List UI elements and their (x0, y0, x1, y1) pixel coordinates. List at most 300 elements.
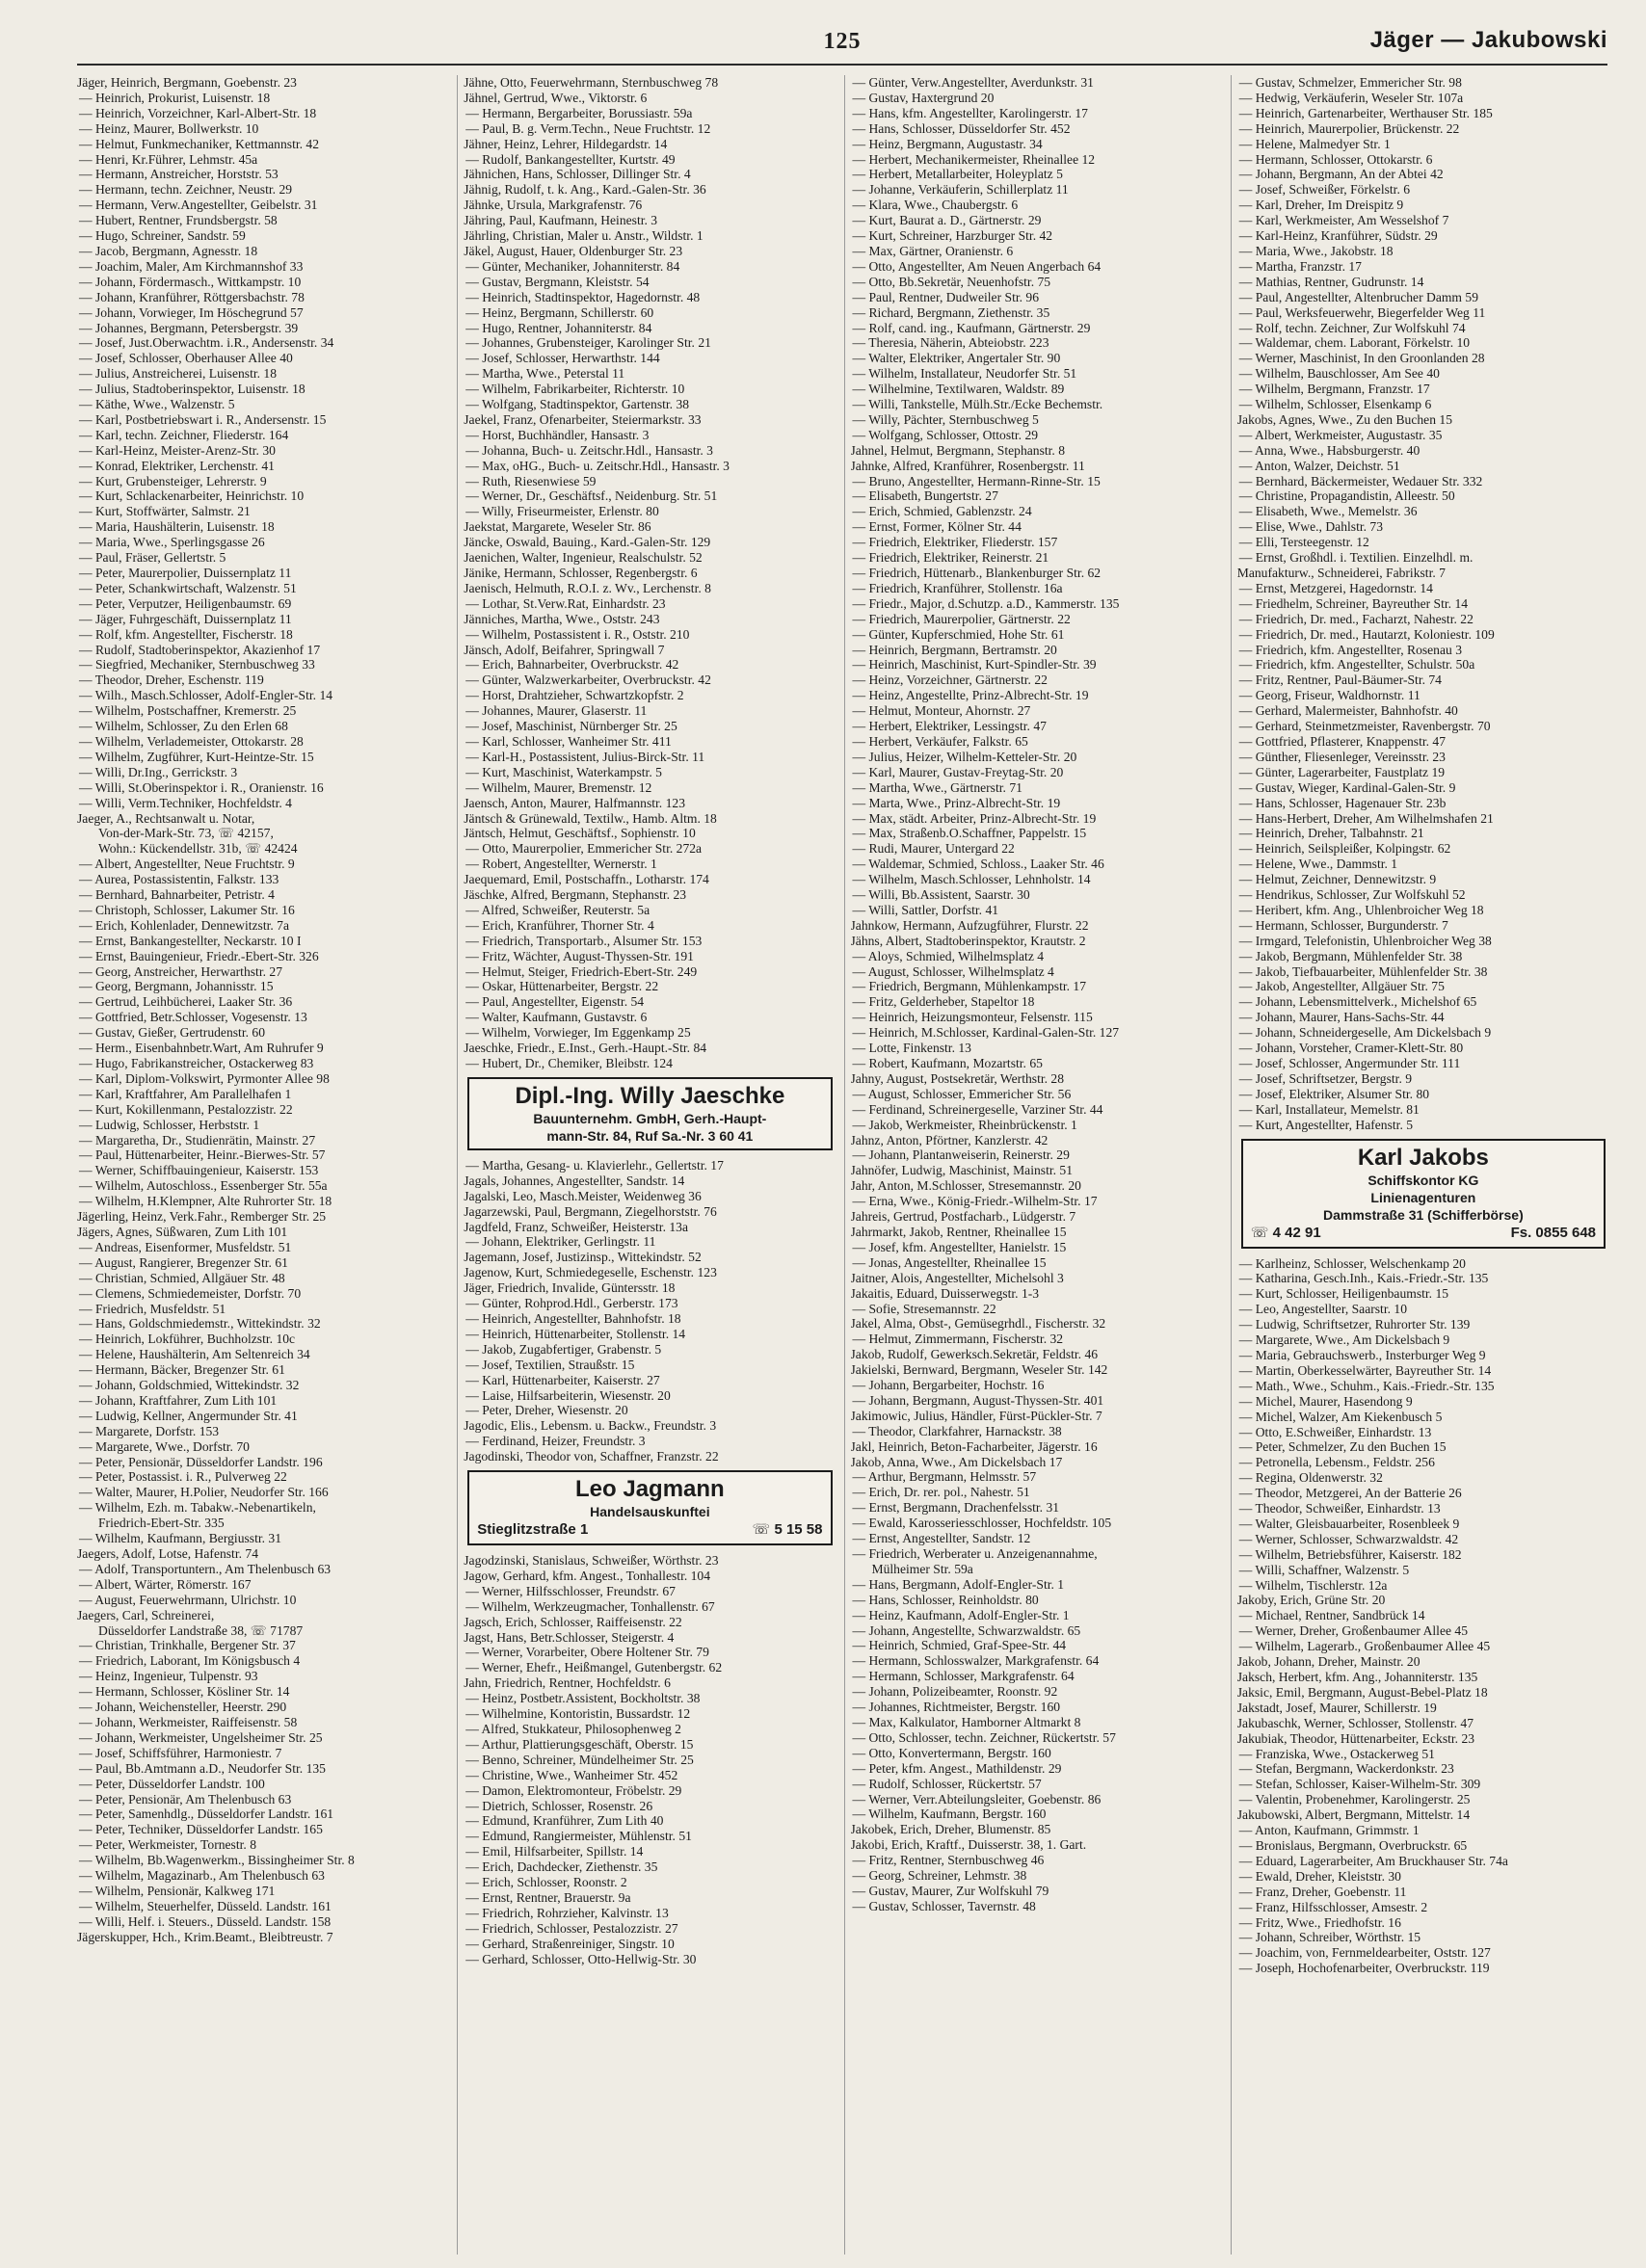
directory-entry: Jahreis, Gertrud, Postfacharb., Lüdgerstr. 7 (850, 1209, 1076, 1225)
directory-entry: — Christine, Wwe., Wanheimer Str. 452 (465, 1767, 678, 1782)
directory-entry: Jähnig, Rudolf, t. k. Ang., Kard.-Galen-Str. 36 (464, 182, 706, 198)
directory-entry: — Stefan, Bergmann, Wackerdonkstr. 23 (1238, 1761, 1454, 1777)
directory-entry: — Josef, Textilien, Straußstr. 15 (465, 1357, 635, 1372)
directory-entry: — Edmund, Kranführer, Zum Lith 40 (465, 1813, 664, 1829)
directory-entry: — Günter, Lagerarbeiter, Faustplatz 19 (1238, 764, 1446, 779)
directory-entry: Jagdfeld, Franz, Schweißer, Heisterstr. 13a (464, 1219, 688, 1234)
advertisement-line: Schiffskontor KG (1367, 1172, 1479, 1188)
directory-entry: — Christine, Propagandistin, Alleestr. 50 (1238, 488, 1455, 504)
directory-entry: — Ludwig, Schriftsetzer, Ruhrorter Str. 139 (1238, 1317, 1471, 1332)
directory-entry: — Christian, Trinkhalle, Bergener Str. 37 (79, 1638, 296, 1653)
directory-entry: — Alfred, Schweißer, Reuterstr. 5a (465, 902, 650, 917)
directory-entry: — Johann, Vorwieger, Im Höschegrund 57 (79, 304, 304, 320)
directory-entry: Jakaitis, Eduard, Duisserwegstr. 1-3 (850, 1285, 1040, 1301)
directory-entry: — Valentin, Probenehmer, Karolingerstr. 25 (1238, 1792, 1471, 1807)
directory-entry: — Leo, Angestellter, Saarstr. 10 (1238, 1302, 1407, 1317)
directory-entry: — Arthur, Plattierungsgeschäft, Oberstr. 15 (465, 1736, 694, 1752)
directory-entry: — Josef, Schlosser, Angermunder Str. 111 (1238, 1056, 1461, 1070)
directory-entry: — Heinrich, Angestellter, Bahnhofstr. 18 (465, 1310, 681, 1326)
directory-entry: — Margarete, Wwe., Am Dickelsbach 9 (1238, 1332, 1450, 1348)
directory-entry: — Fritz, Gelderheber, Stapeltor 18 (852, 994, 1035, 1010)
directory-entry: — Heinrich, Maurerpolier, Brückenstr. 22 (1238, 120, 1460, 136)
directory-entry: — Wolfgang, Stadtinspektor, Gartenstr. 38 (465, 397, 690, 412)
advertisement-box (467, 1077, 832, 1150)
directory-entry: — Günther, Fliesenleger, Vereinsstr. 23 (1238, 749, 1446, 764)
directory-entry: — Peter, Postassist. i. R., Pulverweg 22 (79, 1469, 287, 1485)
directory-entry: — Heinrich, Gartenarbeiter, Werthauser Str. 185 (1238, 105, 1493, 120)
directory-entry: Jähnel, Gertrud, Wwe., Viktorstr. 6 (464, 90, 648, 105)
directory-entry: — Paul, Bb.Amtmann a.D., Neudorfer Str. 135 (79, 1760, 326, 1776)
directory-entry: — Helene, Wwe., Dammstr. 1 (1238, 857, 1398, 872)
directory-entry: — Erich, Schlosser, Roonstr. 2 (465, 1875, 627, 1890)
directory-entry: — Wilhelm, Maurer, Bremenstr. 12 (465, 779, 652, 795)
directory-entry: — Otto, Schlosser, techn. Zeichner, Rückertstr. 57 (852, 1729, 1116, 1745)
directory-entry: Jägerskupper, Hch., Krim.Beamt., Bleibtreustr. 7 (77, 1929, 333, 1944)
directory-entry: Mülheimer Str. 59a (871, 1561, 973, 1576)
directory-entry: — Heinrich, Bergmann, Bertramstr. 20 (852, 642, 1057, 657)
directory-entry: — Henri, Kr.Führer, Lehmstr. 45a (79, 151, 258, 167)
directory-entry: — Math., Wwe., Schuhm., Kais.-Friedr.-Str. 135 (1238, 1378, 1495, 1393)
directory-entry: — Wilhelm, Pensionär, Kalkweg 171 (79, 1883, 276, 1898)
directory-entry: Jagodinski, Theodor von, Schaffner, Franzstr. 22 (464, 1449, 719, 1464)
directory-entry: — Wilhelm, Autoschloss., Essenberger Str. 55a (79, 1178, 328, 1194)
directory-entry: Jänike, Hermann, Schlosser, Regenbergstr. 6 (464, 566, 698, 580)
directory-entry: — Georg, Anstreicher, Herwarthstr. 27 (79, 963, 282, 979)
directory-entry: — Helmut, Monteur, Ahornstr. 27 (852, 703, 1031, 719)
directory-entry: — Albert, Werkmeister, Augustastr. 35 (1238, 427, 1443, 442)
directory-entry: Wohn.: Kückendellstr. 31b, ☏ 42424 (98, 841, 298, 857)
directory-entry: — Lothar, St.Verw.Rat, Einhardstr. 23 (465, 595, 666, 611)
directory-entry: Jakobi, Erich, Kraftf., Duisserstr. 38, 1. Gart. (850, 1837, 1087, 1853)
directory-entry: Jahn, Friedrich, Rentner, Hochfeldstr. 6 (464, 1675, 671, 1691)
directory-entry: — Maria, Wwe., Sperlingsgasse 26 (79, 535, 265, 550)
directory-entry: Jährling, Christian, Maler u. Anstr., Wildstr. 1 (464, 228, 704, 244)
directory-entry: — Willi, Tankstelle, Mülh.Str./Ecke Bechemstr. (852, 397, 1103, 412)
directory-entry: — Wilhelmine, Textilwaren, Waldstr. 89 (852, 382, 1065, 397)
directory-entry: — Peter, Schankwirtschaft, Walzenstr. 51 (79, 580, 297, 595)
directory-entry: — Theodor, Dreher, Eschenstr. 119 (79, 672, 264, 688)
directory-entry: Jakstadt, Josef, Maurer, Schillerstr. 19 (1236, 1700, 1437, 1715)
directory-entry: Jänsch, Adolf, Beifahrer, Springwall 7 (464, 642, 665, 657)
directory-entry: — Jakob, Zugabfertiger, Grabenstr. 5 (465, 1341, 662, 1357)
directory-entry: — Johann, Schreiber, Wörthstr. 15 (1238, 1930, 1421, 1945)
directory-entry: — Wilhelm, Installateur, Neudorfer Str. 51 (852, 366, 1077, 382)
directory-entry: — Peter, Dreher, Wiesenstr. 20 (465, 1403, 628, 1418)
directory-entry: — Ernst, Bankangestellter, Neckarstr. 10 I (79, 933, 302, 948)
directory-entry: — Otto, Konvertermann, Bergstr. 160 (852, 1745, 1051, 1760)
directory-entry: — Georg, Schreiner, Lehmstr. 38 (852, 1868, 1027, 1884)
directory-entry: Von-der-Mark-Str. 73, ☏ 42157, (98, 826, 274, 841)
directory-entry: — Friedrich, Kranführer, Stollenstr. 16a (852, 580, 1063, 595)
directory-entry: — Johann, Weichensteller, Heerstr. 290 (79, 1700, 287, 1715)
directory-entry: — Laise, Hilfsarbeiterin, Wiesenstr. 20 (465, 1387, 671, 1403)
directory-entry: — Christoph, Schlosser, Lakumer Str. 16 (79, 902, 295, 917)
directory-entry: — Werner, Verr.Abteilungsleiter, Goebenstr. 86 (852, 1791, 1102, 1806)
directory-entry: — Hubert, Rentner, Frundsbergstr. 58 (79, 213, 278, 228)
directory-entry: — Maria, Haushälterin, Luisenstr. 18 (79, 519, 275, 535)
directory-entry: — Michel, Maurer, Hasendong 9 (1238, 1393, 1413, 1409)
directory-entry: — Georg, Bergmann, Johannisstr. 15 (79, 979, 274, 994)
directory-entry: — Anton, Walzer, Deichstr. 51 (1238, 458, 1400, 473)
directory-entry: — Gustav, Schmelzer, Emmericher Str. 98 (1238, 75, 1462, 90)
directory-entry: Jahr, Anton, M.Schlosser, Stresemannstr. 20 (850, 1178, 1081, 1194)
directory-entry: — Helmut, Steiger, Friedrich-Ebert-Str. 249 (465, 963, 698, 979)
directory-entry: — Josef, Schiffsführer, Harmoniestr. 7 (79, 1745, 282, 1760)
directory-entry: Jakubiak, Theodor, Hüttenarbeiter, Eckstr. 23 (1236, 1730, 1475, 1746)
directory-entry: Jaeschke, Friedr., E.Inst., Gerh.-Haupt.-Str. 84 (464, 1041, 707, 1056)
directory-entry: — Otto, E.Schweißer, Einhardstr. 13 (1238, 1424, 1432, 1439)
directory-entry: — Johann, Plantanweiserin, Reinerstr. 29 (852, 1147, 1070, 1163)
directory-entry: — Johann, Bergmann, August-Thyssen-Str. 401 (852, 1392, 1104, 1408)
directory-entry: — Edmund, Rangiermeister, Mühlenstr. 51 (465, 1829, 692, 1844)
directory-entry: Jäncke, Oswald, Bauing., Kard.-Galen-Str. 129 (464, 535, 711, 550)
directory-entry: — Johann, Lebensmittelverk., Michelshof 65 (1238, 994, 1477, 1010)
directory-entry: Jähring, Paul, Kaufmann, Heinestr. 3 (464, 213, 658, 228)
directory-entry: — Rudolf, Bankangestellter, Kurtstr. 49 (465, 151, 676, 167)
directory-entry: Jaenichen, Walter, Ingenieur, Realschulstr. 52 (464, 550, 703, 566)
directory-entry: — Heinz, Postbetr.Assistent, Bockholtstr. 38 (465, 1691, 701, 1706)
directory-entry: — Peter, Samenhdlg., Düsseldorfer Landstr. 161 (79, 1806, 334, 1822)
directory-entry: — Richard, Bergmann, Ziethenstr. 35 (852, 304, 1050, 320)
directory-entry: — Hermann, Schlosser, Ottokarstr. 6 (1238, 151, 1433, 167)
directory-entry: — Herbert, Metallarbeiter, Holeyplatz 5 (852, 167, 1063, 182)
directory-entry: — Hans, Schlosser, Düsseldorfer Str. 452 (852, 120, 1071, 136)
page-number: 125 (823, 29, 862, 54)
directory-entry: Jakoby, Erich, Grüne Str. 20 (1236, 1593, 1386, 1608)
advertisement-box (1241, 1139, 1606, 1249)
directory-entry: Jaensch, Anton, Maurer, Halfmannstr. 123 (464, 795, 685, 810)
directory-entry: — Johanna, Buch- u. Zeitschr.Hdl., Hansastr. 3 (465, 442, 713, 458)
directory-entry: — Johannes, Maurer, Glaserstr. 11 (465, 703, 648, 719)
directory-entry: — Sofie, Stresemannstr. 22 (852, 1301, 996, 1316)
directory-entry: — Karl-Heinz, Meister-Arenz-Str. 30 (79, 442, 276, 458)
directory-entry: — Max, Gärtner, Oranienstr. 6 (852, 243, 1014, 258)
directory-entry: — Werner, Ehefr., Heißmangel, Gutenbergstr. 62 (465, 1660, 723, 1675)
directory-entry: Friedrich-Ebert-Str. 335 (98, 1516, 225, 1531)
advertisement-box (467, 1470, 832, 1545)
directory-entry: — Ernst, Rentner, Brauerstr. 9a (465, 1889, 631, 1905)
directory-entry: — Fritz, Wwe., Friedhofstr. 16 (1238, 1914, 1401, 1930)
directory-entry: — Helmut, Zimmermann, Fischerstr. 32 (852, 1332, 1064, 1347)
directory-entry: — Martha, Wwe., Peterstal 11 (465, 366, 625, 382)
directory-entry: — Hermann, Anstreicher, Horststr. 53 (79, 167, 279, 182)
directory-entry: — Heinz, Bergmann, Augustastr. 34 (852, 136, 1043, 151)
directory-entry: — Heinrich, Dreher, Talbahnstr. 21 (1238, 826, 1424, 841)
directory-entry: — Wilhelm, Magazinarb., Am Thelenbusch 63 (79, 1868, 325, 1884)
directory-entry: Jakobek, Erich, Dreher, Blumenstr. 85 (850, 1822, 1051, 1837)
directory-entry: — Werner, Maschinist, In den Groonlanden 28 (1238, 351, 1485, 366)
advertisement-contact-row (1251, 1224, 1596, 1243)
directory-entry: — Heinrich, Vorzeichner, Karl-Albert-Str. 18 (79, 105, 317, 120)
directory-entry: — Paul, Werksfeuerwehr, Biegerfelder Weg 11 (1238, 304, 1486, 320)
directory-entry: — Hugo, Schreiner, Sandstr. 59 (79, 228, 246, 244)
directory-entry: Jäger, Friedrich, Invalide, Güntersstr. 18 (464, 1280, 676, 1296)
directory-entry: — Friedrich, Musfeldstr. 51 (79, 1301, 226, 1316)
directory-entry: Jagarzewski, Paul, Bergmann, Ziegelhorststr. 76 (464, 1203, 717, 1219)
directory-entry: — Hans-Herbert, Dreher, Am Wilhelmshafen 21 (1238, 810, 1494, 826)
directory-entry: — Margarete, Dorfstr. 153 (79, 1423, 220, 1438)
directory-entry: Jäger, Heinrich, Bergmann, Goebenstr. 23 (77, 75, 297, 90)
directory-entry: — Hubert, Dr., Chemiker, Bleibstr. 124 (465, 1056, 673, 1070)
directory-entry: — Arthur, Bergmann, Helmsstr. 57 (852, 1469, 1037, 1485)
directory-entry: Jäkel, August, Hauer, Oldenburger Str. 23 (464, 243, 683, 258)
directory-entry: — Hermann, Verw.Angestellter, Geibelstr. 31 (79, 198, 318, 213)
directory-entry: Jagst, Hans, Betr.Schlosser, Steigerstr. 4 (464, 1629, 675, 1645)
directory-entry: — Friedr., Major, d.Schutzp. a.D., Kammerstr. 135 (852, 595, 1120, 611)
directory-entry: — Josef, Just.Oberwachtm. i.R., Andersenstr. 34 (79, 335, 334, 351)
directory-entry: — Kurt, Kokillenmann, Pestalozzistr. 22 (79, 1101, 293, 1117)
directory-entry: — Johann, Werkmeister, Raiffeisenstr. 58 (79, 1714, 298, 1729)
directory-entry: — Erich, Bahnarbeiter, Overbruckstr. 42 (465, 657, 679, 672)
directory-entry: — Karl-Heinz, Kranführer, Südstr. 29 (1238, 228, 1438, 244)
directory-entry: Düsseldorfer Landstraße 38, ☏ 71787 (98, 1622, 304, 1638)
directory-entry: — Peter, kfm. Angest., Mathildenstr. 29 (852, 1760, 1062, 1776)
directory-entry: — Damon, Elektromonteur, Fröbelstr. 29 (465, 1782, 682, 1798)
directory-entry: — Max, städt. Arbeiter, Prinz-Albrecht-Str. 19 (852, 810, 1097, 826)
directory-entry: — Margaretha, Dr., Studienrätin, Mainstr. 27 (79, 1132, 316, 1147)
directory-entry: — Josef, Schriftsetzer, Bergstr. 9 (1238, 1070, 1413, 1086)
directory-entry: — Karl, Werkmeister, Am Wesselshof 7 (1238, 213, 1449, 228)
directory-entry: — Friedrich, Werberater u. Anzeigenannahme, (852, 1546, 1098, 1561)
directory-entry: — Anton, Kaufmann, Grimmstr. 1 (1238, 1823, 1420, 1838)
directory-entry: Jahnke, Alfred, Kranführer, Rosenbergstr. 11 (850, 458, 1085, 473)
directory-entry: — Friedrich, Dr. med., Hautarzt, Koloniestr. 109 (1238, 626, 1495, 642)
directory-entry: — Benno, Schreiner, Mündelheimer Str. 25 (465, 1752, 694, 1767)
directory-entry: Jahnöfer, Ludwig, Maschinist, Mainstr. 51 (850, 1163, 1074, 1178)
directory-entry: Jakob, Johann, Dreher, Mainstr. 20 (1236, 1654, 1420, 1670)
directory-entry: — Gerhard, Steinmetzmeister, Ravenbergstr. 70 (1238, 719, 1491, 734)
directory-entry: — Gerhard, Malermeister, Bahnhofstr. 40 (1238, 703, 1458, 719)
directory-entry: — Günter, Mechaniker, Johanniterstr. 84 (465, 258, 680, 274)
directory-entry: — Johanne, Verkäuferin, Schillerplatz 11 (852, 182, 1069, 198)
directory-entry: — Paul, Fräser, Gellertstr. 5 (79, 550, 226, 566)
directory-entry: — Heinrich, Maschinist, Kurt-Spindler-Str. 39 (852, 657, 1097, 672)
directory-entry: — Adolf, Transportuntern., Am Thelenbusch 63 (79, 1561, 332, 1576)
directory-entry: — Karl, techn. Zeichner, Fliederstr. 164 (79, 427, 289, 442)
directory-entry: Jägers, Agnes, Süßwaren, Zum Lith 101 (77, 1224, 288, 1239)
directory-entry: — Julius, Heizer, Wilhelm-Ketteler-Str. 20 (852, 749, 1077, 764)
directory-entry: — Erich, Kranführer, Thorner Str. 4 (465, 917, 654, 933)
directory-entry: — Wilhelmine, Kontoristin, Bussardstr. 12 (465, 1706, 691, 1722)
directory-entry: — Gustav, Schlosser, Tavernstr. 48 (852, 1898, 1036, 1913)
directory-entry: — Werner, Schlosser, Schwarzwaldstr. 42 (1238, 1531, 1459, 1546)
directory-entry: Jaenisch, Helmuth, R.O.I. z. Wv., Lerchenstr. 8 (464, 580, 711, 595)
directory-entry: — Joachim, von, Fernmeldearbeiter, Oststr. 127 (1238, 1945, 1491, 1961)
directory-entry: — Herbert, Verkäufer, Falkstr. 65 (852, 733, 1028, 749)
directory-entry: — Hermann, Bäcker, Bregenzer Str. 61 (79, 1362, 285, 1378)
directory-entry: — Michel, Walzer, Am Kiekenbusch 5 (1238, 1409, 1443, 1424)
directory-entry: — Erna, Wwe., König-Friedr.-Wilhelm-Str. 17 (852, 1194, 1098, 1209)
directory-entry: — Gustav, Maurer, Zur Wolfskuhl 79 (852, 1883, 1049, 1898)
directory-entry: — Hans, Goldschmiedemstr., Wittekindstr. 32 (79, 1316, 321, 1332)
directory-entry: — Stefan, Schlosser, Kaiser-Wilhelm-Str. 309 (1238, 1777, 1481, 1792)
directory-entry: — Franziska, Wwe., Ostackerweg 51 (1238, 1746, 1435, 1761)
directory-entry: — Marta, Wwe., Prinz-Albrecht-Str. 19 (852, 795, 1061, 810)
directory-entry: — Hermann, Schlosser, Kösliner Str. 14 (79, 1684, 290, 1700)
directory-entry: — Karl-H., Postassistent, Julius-Birck-Str. 11 (465, 749, 705, 764)
advertisement-title: Karl Jakobs (1357, 1144, 1489, 1171)
directory-entry: — Walter, Elektriker, Angertaler Str. 90 (852, 351, 1061, 366)
directory-entry: Jähnke, Ursula, Markgrafenstr. 76 (464, 198, 643, 213)
directory-entry: — Johann, Bergarbeiter, Hochstr. 16 (852, 1378, 1045, 1393)
directory-entry: Jänniches, Martha, Wwe., Oststr. 243 (464, 611, 660, 626)
directory-entry: Jagemann, Josef, Justizinsp., Wittekindstr. 52 (464, 1250, 702, 1265)
directory-entry: — Wilhelm, Postassistent i. R., Oststr. 210 (465, 626, 690, 642)
directory-entry: — Elli, Tersteegenstr. 12 (1238, 535, 1369, 550)
directory-entry: Jähns, Albert, Stadtoberinspektor, Krautstr. 2 (850, 933, 1086, 948)
directory-entry: — Helmut, Funkmechaniker, Kettmannstr. 42 (79, 136, 320, 151)
directory-entry: — Ludwig, Kellner, Angermunder Str. 41 (79, 1408, 298, 1423)
directory-entry: Jaitner, Alois, Angestellter, Michelsohl 3 (850, 1270, 1064, 1285)
directory-entry: — Kurt, Schlosser, Heiligenbaumstr. 15 (1238, 1286, 1449, 1302)
directory-entry: — Horst, Drahtzieher, Schwartzkopfstr. 2 (465, 688, 684, 703)
directory-entry: Jakielski, Bernward, Bergmann, Weseler Str. 142 (850, 1362, 1108, 1378)
directory-entry: — Werner, Schiffbauingenieur, Kaiserstr. 153 (79, 1163, 319, 1178)
directory-entry: — Johann, Vorsteher, Cramer-Klett-Str. 80 (1238, 1041, 1464, 1056)
directory-entry: — Martha, Wwe., Gärtnerstr. 71 (852, 779, 1022, 795)
directory-entry: — Fritz, Wächter, August-Thyssen-Str. 191 (465, 948, 694, 963)
directory-entry: — Wilhelm, Bauschlosser, Am See 40 (1238, 366, 1440, 382)
directory-entry: — Günter, Rohprod.Hdl., Gerberstr. 173 (465, 1296, 678, 1311)
directory-entry: — Rudolf, Stadtoberinspektor, Akazienhof 17 (79, 642, 321, 657)
directory-entry: — Hermann, Schlosswalzer, Markgrafenstr. 64 (852, 1653, 1100, 1669)
directory-entry: — Elisabeth, Wwe., Memelstr. 36 (1238, 504, 1418, 519)
directory-entry: — Herbert, Elektriker, Lessingstr. 47 (852, 719, 1047, 734)
directory-entry: — Erich, Dr. rer. pol., Nahestr. 51 (852, 1485, 1030, 1500)
directory-entry: — Otto, Maurerpolier, Emmericher Str. 272a (465, 841, 703, 857)
directory-entry: — Hermann, Schlosser, Markgrafenstr. 64 (852, 1669, 1075, 1684)
directory-entry: — Wilhelm, Vorwieger, Im Eggenkamp 25 (465, 1025, 691, 1041)
directory-entry: — Franz, Hilfsschlosser, Amsestr. 2 (1238, 1899, 1428, 1914)
directory-entry: — Robert, Angestellter, Wernerstr. 1 (465, 857, 657, 872)
column-2 (457, 75, 836, 2255)
directory-entry: — Johannes, Grubensteiger, Karolinger Str. 21 (465, 335, 711, 351)
directory-entry: — Friedrich, Rohrzieher, Kalvinstr. 13 (465, 1905, 669, 1920)
page-header (77, 21, 1607, 60)
directory-entry: — Friedrich, kfm. Angestellter, Schulstr. 50a (1238, 657, 1475, 672)
directory-entry: — Wilhelm, Betriebsführer, Kaiserstr. 182 (1238, 1546, 1462, 1562)
directory-entry: — Clemens, Schmiedemeister, Dorfstr. 70 (79, 1285, 302, 1301)
directory-entry: — Herbert, Mechanikermeister, Rheinallee 12 (852, 151, 1096, 167)
advertisement-line: Handelsauskunftei (590, 1504, 710, 1520)
directory-entry: — Bernhard, Bahnarbeiter, Petristr. 4 (79, 887, 275, 903)
directory-entry: — Erich, Kohlenlader, Dennewitzstr. 7a (79, 917, 290, 933)
directory-entry: — Hans, Bergmann, Adolf-Engler-Str. 1 (852, 1576, 1065, 1592)
directory-entry: — Helmut, Zeichner, Dennewitzstr. 9 (1238, 872, 1437, 887)
directory-entry: — Heinz, Angestellte, Prinz-Albrecht-Str. 19 (852, 688, 1089, 703)
directory-entry: Manufakturw., Schneiderei, Fabrikstr. 7 (1236, 566, 1446, 580)
directory-entry: — Hans, Schlosser, Reinholdstr. 80 (852, 1592, 1039, 1607)
directory-entry: — Willy, Friseurmeister, Erlenstr. 80 (465, 504, 659, 519)
directory-entry: Jakubowski, Albert, Bergmann, Mittelstr. 14 (1236, 1807, 1471, 1823)
directory-entry: Jähnichen, Hans, Schlosser, Dillinger Str. 4 (464, 167, 691, 182)
directory-entry: — Peter, Maurerpolier, Duissernplatz 11 (79, 566, 292, 580)
directory-entry: — Bernhard, Bäckermeister, Wedauer Str. 332 (1238, 473, 1483, 488)
directory-entry: — Wilhelm, Verlademeister, Ottokarstr. 28 (79, 733, 304, 749)
directory-entry: — Jakob, Werkmeister, Rheinbrückenstr. 1 (852, 1117, 1077, 1132)
column-1 (77, 75, 449, 2255)
advertisement-title: Leo Jagmann (575, 1476, 725, 1503)
directory-entry: Jakob, Rudolf, Gewerksch.Sekretär, Feldstr. 46 (850, 1347, 1099, 1362)
directory-entry: — Waldemar, chem. Laborant, Förkelstr. 10 (1238, 335, 1471, 351)
directory-entry: — Peter, Pensionär, Am Thelenbusch 63 (79, 1791, 292, 1806)
directory-entry: — Franz, Dreher, Goebenstr. 11 (1238, 1884, 1407, 1899)
directory-entry: — Willi, Sattler, Dorfstr. 41 (852, 902, 999, 917)
directory-entry: — Karl, Diplom-Volkswirt, Pyrmonter Allee 98 (79, 1070, 330, 1086)
directory-entry: Jaekstat, Margarete, Weseler Str. 86 (464, 519, 651, 535)
directory-entry: — Heinrich, Stadtinspektor, Hagedornstr. 48 (465, 289, 701, 304)
directory-entry: — Aloys, Schmied, Wilhelmsplatz 4 (852, 948, 1045, 963)
directory-entry: — Lotte, Finkenstr. 13 (852, 1041, 971, 1056)
directory-entry: — Wilhelm, Masch.Schlosser, Lehnholstr. 14 (852, 872, 1091, 887)
directory-entry: — Mathias, Rentner, Gudrunstr. 14 (1238, 274, 1424, 289)
directory-entry: — Willi, Verm.Techniker, Hochfeldstr. 4 (79, 795, 292, 810)
directory-entry: Jakobs, Agnes, Wwe., Zu den Buchen 15 (1236, 411, 1453, 427)
directory-entry: Jahny, August, Postsekretär, Werthstr. 28 (850, 1070, 1065, 1086)
directory-entry: Jagsch, Erich, Schlosser, Raiffeisenstr. 22 (464, 1614, 682, 1629)
directory-entry: — Josef, Schlosser, Herwarthstr. 144 (465, 351, 660, 366)
directory-entry: — Rolf, cand. ing., Kaufmann, Gärtnerstr. 29 (852, 320, 1091, 335)
advertisement-contact: ☏ 4 42 91 (1250, 1224, 1321, 1241)
directory-entry: — Peter, Düsseldorfer Landstr. 100 (79, 1776, 265, 1791)
directory-entry: — August, Feuerwehrmann, Ulrichstr. 10 (79, 1592, 297, 1607)
directory-entry: — Friedhelm, Schreiner, Bayreuther Str. 14 (1238, 595, 1469, 611)
directory-entry: — Jonas, Angestellter, Rheinallee 15 (852, 1254, 1047, 1270)
directory-entry: — Aurea, Postassistentin, Falkstr. 133 (79, 872, 279, 887)
directory-entry: — Ferdinand, Heizer, Freundstr. 3 (465, 1434, 646, 1449)
directory-entry: — Ferdinand, Schreinergeselle, Varziner Str. 44 (852, 1101, 1103, 1117)
directory-entry: — Theodor, Metzgerei, An der Batterie 26 (1238, 1486, 1462, 1501)
directory-entry: — Hermann, Schlosser, Burgunderstr. 7 (1238, 917, 1448, 933)
directory-entry: — Julius, Anstreicherei, Luisenstr. 18 (79, 366, 278, 382)
directory-entry: — Käthe, Wwe., Walzenstr. 5 (79, 397, 235, 412)
directory-entry: — Kurt, Maschinist, Waterkampstr. 5 (465, 764, 662, 779)
directory-entry: — Heinrich, Schmied, Graf-Spee-Str. 44 (852, 1638, 1067, 1653)
advertisement-line: Bauunternehm. GmbH, Gerh.-Haupt- (533, 1110, 767, 1126)
directory-entry: Jaequemard, Emil, Postschaffn., Lotharstr. 174 (464, 872, 709, 887)
directory-entry: Jahnz, Anton, Pförtner, Kanzlerstr. 42 (850, 1132, 1049, 1147)
directory-entry: — Wilhelm, Bb.Wagenwerkm., Bissingheimer Str. 8 (79, 1853, 355, 1868)
directory-entry: — Heribert, kfm. Ang., Uhlenbroicher Weg 18 (1238, 902, 1484, 917)
directory-entry: Jäntsch & Grünewald, Textilw., Hamb. Altm. 18 (464, 810, 717, 826)
directory-entry: — Willi, Dr.Ing., Gerrickstr. 3 (79, 764, 238, 779)
directory-entry: — Hermann, techn. Zeichner, Neustr. 29 (79, 182, 293, 198)
directory-entry: — Ernst, Großhdl. i. Textilien. Einzelhdl. m. (1238, 550, 1473, 566)
directory-entry: Jakob, Anna, Wwe., Am Dickelsbach 17 (850, 1454, 1063, 1469)
directory-entry: — Rudi, Maurer, Untergard 22 (852, 841, 1015, 857)
directory-entry: — Friedrich, Schlosser, Pestalozzistr. 27 (465, 1920, 678, 1936)
directory-entry: — Kurt, Stoffwärter, Salmstr. 21 (79, 504, 251, 519)
directory-entry: — Martha, Franzstr. 17 (1238, 258, 1362, 274)
directory-entry: Jagodic, Elis., Lebensm. u. Backw., Freundstr. 3 (464, 1418, 717, 1434)
directory-entry: — Petronella, Lebensm., Feldstr. 256 (1238, 1455, 1435, 1470)
directory-entry: — Maria, Wwe., Jakobstr. 18 (1238, 243, 1394, 258)
directory-entry: — Josef, kfm. Angestellter, Hanielstr. 15 (852, 1239, 1067, 1254)
directory-entry: — Max, Straßenb.O.Schaffner, Pappelstr. 15 (852, 826, 1087, 841)
directory-entry: — Wilhelm, H.Klempner, Alte Ruhrorter Str. 18 (79, 1194, 332, 1209)
directory-entry: Jähner, Heinz, Lehrer, Hildegardstr. 14 (464, 136, 668, 151)
directory-entry: — Martin, Oberkesselwärter, Bayreuther Str. 14 (1238, 1362, 1492, 1378)
advertisement-title: Dipl.-Ing. Willy Jaeschke (515, 1082, 785, 1109)
directory-entry: — Heinz, Bergmann, Schillerstr. 60 (465, 304, 654, 320)
directory-entry: — Günter, Verw.Angestellter, Averdunkstr. 31 (852, 75, 1094, 90)
directory-entry: — Herm., Eisenbahnbetr.Wart, Am Ruhrufer 9 (79, 1041, 324, 1056)
directory-entry: — Heinz, Maurer, Bollwerkstr. 10 (79, 120, 259, 136)
directory-entry: — Johann, Maurer, Hans-Sachs-Str. 44 (1238, 1010, 1445, 1025)
directory-entry: — Regina, Oldenwerstr. 32 (1238, 1470, 1383, 1486)
directory-entry: — Karl, Schlosser, Wanheimer Str. 411 (465, 733, 672, 749)
directory-entry: — Heinrich, Lokführer, Buchholzstr. 10c (79, 1332, 296, 1347)
